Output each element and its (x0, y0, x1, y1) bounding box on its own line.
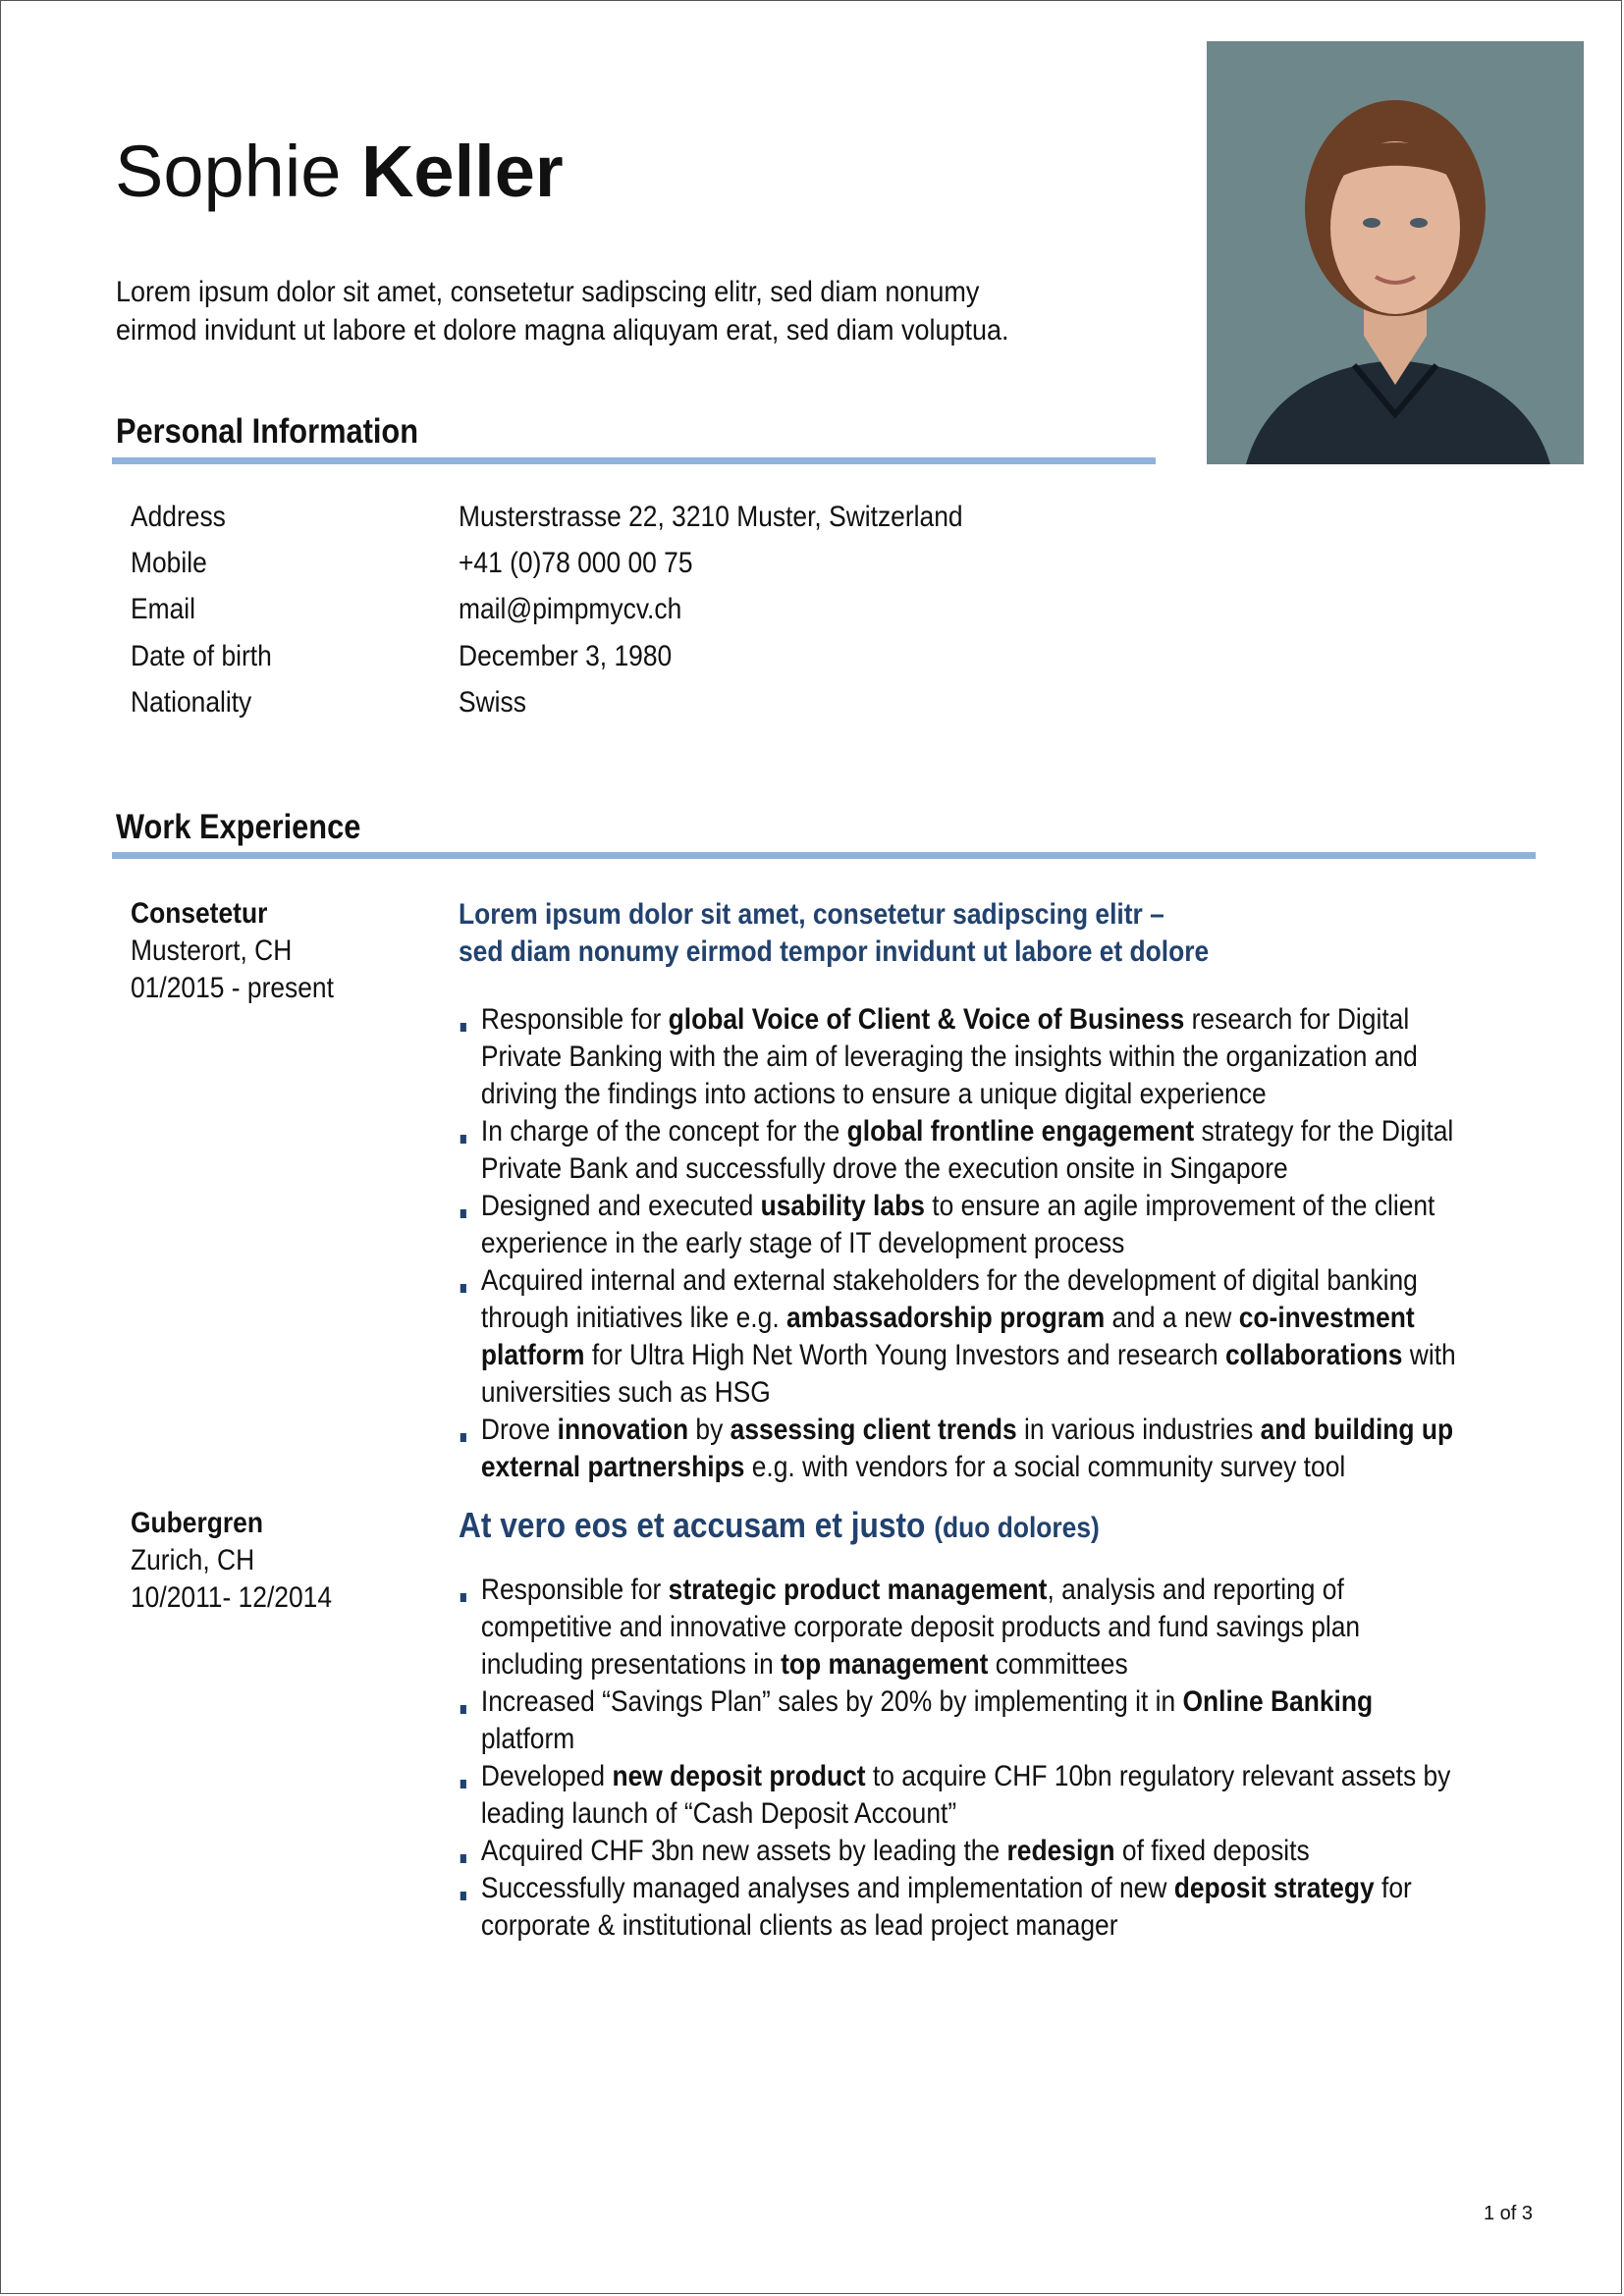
bullet-text: for Ultra High Net Worth Young Investors and research (584, 1339, 1225, 1371)
pi-value-address: Musterstrasse 22, 3210 Muster, Switzerland (459, 501, 963, 533)
bullet-text: by (688, 1414, 731, 1446)
job-2-title-main: At vero eos et accusam et justo (459, 1505, 926, 1545)
personal-information-heading: Personal Information (116, 412, 419, 451)
bullet-emphasis: innovation (557, 1414, 689, 1446)
bullet-text: Acquired internal and external stakeholders for the development of digital banking through initiatives like e.g. (480, 1264, 1418, 1334)
job-1-meta (131, 895, 334, 1007)
bullet-text: , analysis and reporting of competitive and innovative corporate deposit products and fund savings plan including presentations in (480, 1574, 1361, 1681)
job-2-meta (131, 1505, 332, 1617)
bullet-emphasis: redesign (1006, 1835, 1115, 1867)
bullet-emphasis: global frontline engagement (846, 1115, 1195, 1148)
job-1-bullet-1 (459, 1001, 1461, 1113)
bullet-emphasis: collaborations (1225, 1339, 1403, 1371)
bullet-text: Responsible for (480, 1574, 669, 1606)
personal-information-rule (112, 457, 1156, 464)
bullet-text: strategy for the Digital Private Bank and successfully drove the execution onsite in Singapore (480, 1115, 1454, 1185)
bullet-text: Acquired CHF 3bn new assets by leading the (480, 1835, 1007, 1867)
bullet-text: e.g. with vendors for a social community survey tool (744, 1451, 1346, 1483)
bullet-emphasis: Online Banking (1182, 1685, 1374, 1718)
profile-photo (1207, 41, 1584, 464)
job-2-location: Zurich, CH (131, 1544, 255, 1576)
bullet-text: to ensure an agile improvement of the client experience in the early stage of IT development process (480, 1190, 1435, 1259)
job-2-bullet-1 (459, 1572, 1461, 1683)
pi-label-mobile: Mobile (131, 547, 207, 579)
job-1-bullet-list (459, 1001, 1461, 1486)
bullet-emphasis: assessing client trends (730, 1414, 1017, 1446)
job-1-period: 01/2015 - present (131, 972, 334, 1004)
bullet-emphasis: deposit strategy (1173, 1872, 1375, 1904)
job-2-bullet-list (459, 1572, 1461, 1945)
job-2-company: Gubergren (131, 1507, 263, 1539)
bullet-emphasis: ambassadorship program (785, 1302, 1106, 1334)
pi-label-nationality: Nationality (131, 686, 252, 719)
bullet-text: Designed and executed (480, 1190, 761, 1222)
job-1-title (459, 896, 1209, 971)
last-name: Keller (360, 131, 564, 212)
candidate-name (115, 131, 564, 212)
page-number: 1 of 3 (1484, 2203, 1534, 2224)
pi-label-address: Address (131, 501, 226, 533)
bullet-emphasis: strategic product management (668, 1574, 1048, 1606)
work-experience-heading: Work Experience (116, 808, 361, 846)
job-1-bullet-5 (459, 1412, 1461, 1486)
bullet-emphasis: top management (781, 1648, 989, 1681)
bullet-text: In charge of the concept for the (480, 1115, 847, 1148)
job-1-bullet-2 (459, 1113, 1461, 1188)
pi-value-mobile: +41 (0)78 000 00 75 (459, 547, 693, 579)
job-2-bullet-4 (459, 1833, 1461, 1870)
pi-value-date-of-birth: December 3, 1980 (459, 640, 673, 672)
job-2-bullet-3 (459, 1758, 1461, 1833)
bullet-text: Increased “Savings Plan” sales by 20% by implementing it in (480, 1685, 1183, 1718)
job-2-title (459, 1504, 1100, 1550)
bullet-text: for corporate & institutional clients as lead project manager (480, 1872, 1412, 1942)
bullet-text: research for Digital Private Banking with the aim of leveraging the insights within the organization and driving the findings into actions to ensure a unique digital experience (480, 1003, 1418, 1110)
job-1-bullet-4 (459, 1262, 1461, 1412)
job-2-title-paren: (duo dolores) (934, 1512, 1100, 1544)
job-1-title-line-2: sed diam nonumy eirmod tempor invidunt ut labore et dolore (459, 935, 1210, 968)
job-1-bullet-3 (459, 1188, 1461, 1262)
bullet-text: Responsible for (480, 1003, 669, 1036)
bullet-emphasis: new deposit product (612, 1760, 866, 1792)
profile-summary: Lorem ipsum dolor sit amet, consetetur sadipscing elitr, sed diam nonumy eirmod invidunt ut labore et dolore magna aliquyam erat, sed diam voluptua. (116, 276, 1009, 347)
bullet-text: to acquire CHF 10bn regulatory relevant assets by leading launch of “Cash Deposit Account” (480, 1760, 1451, 1830)
pi-label-date-of-birth: Date of birth (131, 640, 272, 672)
bullet-text: with universities such as HSG (480, 1339, 1456, 1409)
job-1-location: Musterort, CH (131, 934, 293, 967)
pi-label-email: Email (131, 593, 196, 625)
first-name: Sophie (115, 131, 342, 212)
bullet-text: Drove (480, 1414, 558, 1446)
bullet-emphasis: global Voice of Client & Voice of Business (668, 1003, 1185, 1036)
bullet-text: and a new (1105, 1302, 1239, 1334)
bullet-emphasis: co-investment platform (480, 1302, 1415, 1371)
bullet-text: in various industries (1016, 1414, 1261, 1446)
bullet-text: Successfully managed analyses and implementation of new (480, 1872, 1174, 1904)
job-1-company: Consetetur (131, 897, 268, 930)
bullet-text: platform (480, 1723, 575, 1755)
bullet-text: of fixed deposits (1114, 1835, 1310, 1867)
bullet-emphasis: usability labs (760, 1190, 925, 1222)
pi-value-nationality: Swiss (459, 686, 526, 719)
job-2-bullet-2 (459, 1683, 1461, 1758)
bullet-text: committees (988, 1648, 1128, 1681)
work-experience-rule (112, 852, 1536, 859)
job-2-bullet-5 (459, 1870, 1461, 1945)
job-2-period: 10/2011- 12/2014 (131, 1581, 333, 1614)
job-1-title-line-1: Lorem ipsum dolor sit amet, consetetur sadipscing elitr – (459, 898, 1164, 931)
bullet-emphasis: and building up external partnerships (480, 1414, 1454, 1483)
pi-value-email: mail@pimpmycv.ch (459, 593, 682, 625)
bullet-text: Developed (480, 1760, 613, 1792)
